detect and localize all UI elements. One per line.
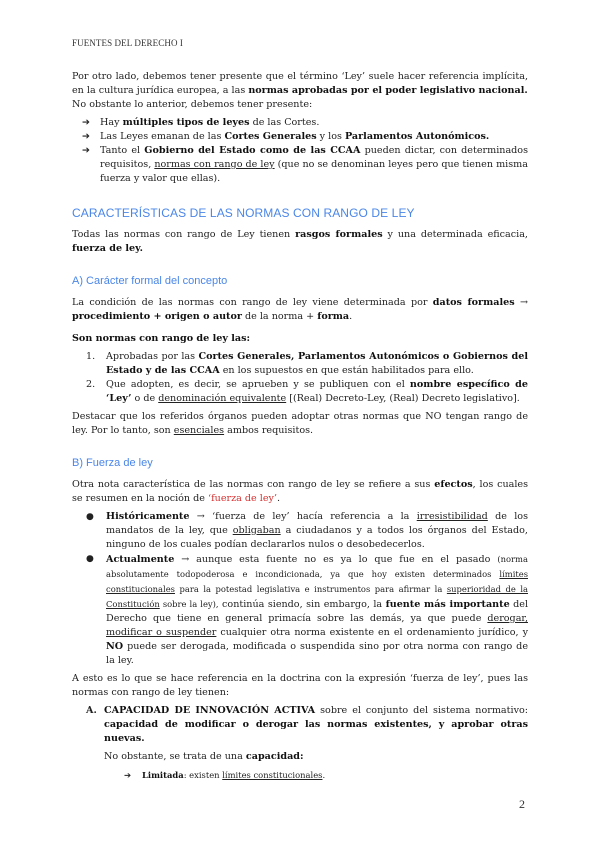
- page-number: 2: [519, 797, 525, 811]
- list-item: A. CAPACIDAD DE INNOVACIÓN ACTIVA sobre el conjunto del sistema normativo: capacidad de modificar o derogar las normas existentes, y aprobar otras nuevas.: [86, 705, 528, 744]
- intro-list: [72, 116, 528, 186]
- section-intro: Todas las normas con rango de Ley tienen rasgos formales y una determinada eficacia, fuerza de ley.: [72, 229, 528, 254]
- list-item: ● Históricamente → ‘fuerza de ley’ hacía referencia a la irresistibilidad de los mandatos de la ley, que obligaban a ciudadanos y a todos los órganos del Estado, ninguno de los cuales podían declararlos nulos o desobedecerlos.: [86, 511, 529, 550]
- list-item: 1. Aprobadas por las Cortes Generales, Parlamentos Autonómicos o Gobiernos del Estado y de las CCAA en los supuestos en que están habilitados para ello.: [86, 351, 528, 376]
- intro-lead: No obstante lo anterior, debemos tener presente:: [72, 99, 313, 110]
- force-list: [72, 510, 528, 668]
- capacity-list: [72, 704, 528, 746]
- list-item: ➔ Las Leyes emanan de las Cortes Generales y los Parlamentos Autonómicos.: [82, 131, 490, 142]
- arrow-icon: ➔: [82, 145, 91, 156]
- bullet-icon: ●: [86, 512, 94, 522]
- running-head: FUENTES DEL DERECHO I: [72, 38, 184, 48]
- formal-paragraph: La condición de las normas con rango de ley viene determinada por datos formales → procedimiento + origen o autor de la norma + forma.: [72, 297, 528, 322]
- subsection-heading-b: B) Fuerza de ley: [72, 457, 153, 469]
- formal-lead: Son normas con rango de ley las:: [72, 333, 251, 344]
- section-heading: CARACTERÍSTICAS DE LAS NORMAS CON RANGO DE LEY: [72, 206, 415, 220]
- capacity-note: No obstante, se trata de una capacidad:: [104, 751, 304, 762]
- capacity-sublist: [124, 768, 528, 782]
- bullet-icon: ●: [86, 554, 94, 564]
- page-body: [72, 70, 528, 782]
- list-item: ➔ Tanto el Gobierno del Estado como de las CCAA pueden dictar, con determinados requisitos, normas con rango de ley (que no se denominan leyes pero que tienen misma fuerza y valor que ellas).: [82, 145, 529, 184]
- force-paragraph: Otra nota característica de las normas con rango de ley se refiere a sus efectos, los cuales se resumen en la noción de ‘fuerza de ley’.: [72, 479, 529, 504]
- list-item: 2. Que adopten, es decir, se aprueben y se publiquen con el nombre específico de ‘Ley’ o de denominación equivalente [(Real) Decreto-Ley, (Real) Decreto legislativo].: [86, 379, 528, 404]
- arrow-icon: ➔: [82, 131, 91, 142]
- arrow-icon: ➔: [124, 770, 132, 780]
- arrow-icon: ➔: [82, 117, 91, 128]
- requirements-list: [72, 350, 528, 406]
- force-summary: A esto es lo que se hace referencia en la doctrina con la expresión ‘fuerza de ley’, pues las normas con rango de ley tienen:: [72, 673, 528, 698]
- list-item: ● Actualmente → aunque esta fuente no es ya lo que fue en el pasado (norma absolutamente todopoderosa e incondicionada, ya que hoy existen determinados límites constitucionales para la potestad legislativa e instrumentos para afirmar la superioridad de la Constitución sobre la ley), continúa siendo, sin embargo, la fuente más importante del Derecho que tiene en general primacía sobre las demás, ya que puede derogar, modificar o suspender cualquier otra norma existente en el ordenamiento jurídico, y NO puede ser derogada, modificada o suspendida sino por otra norma con rango de la ley.: [86, 554, 529, 666]
- intro-paragraph: Por otro lado, debemos tener presente que el término ‘Ley’ suele hacer referencia implícita, en la cultura jurídica europea, a las normas aprobadas por el poder legislativo nacional.: [72, 71, 528, 96]
- list-item: ➔ Hay múltiples tipos de leyes de las Cortes.: [82, 117, 320, 128]
- list-item: ➔ Limitada: existen límites constitucionales.: [124, 770, 326, 780]
- formal-conclusion: Destacar que los referidos órganos pueden adoptar otras normas que NO tengan rango de ley. Por lo tanto, son esenciales ambos requisitos.: [72, 411, 528, 436]
- subsection-heading-a: A) Carácter formal del concepto: [72, 275, 228, 287]
